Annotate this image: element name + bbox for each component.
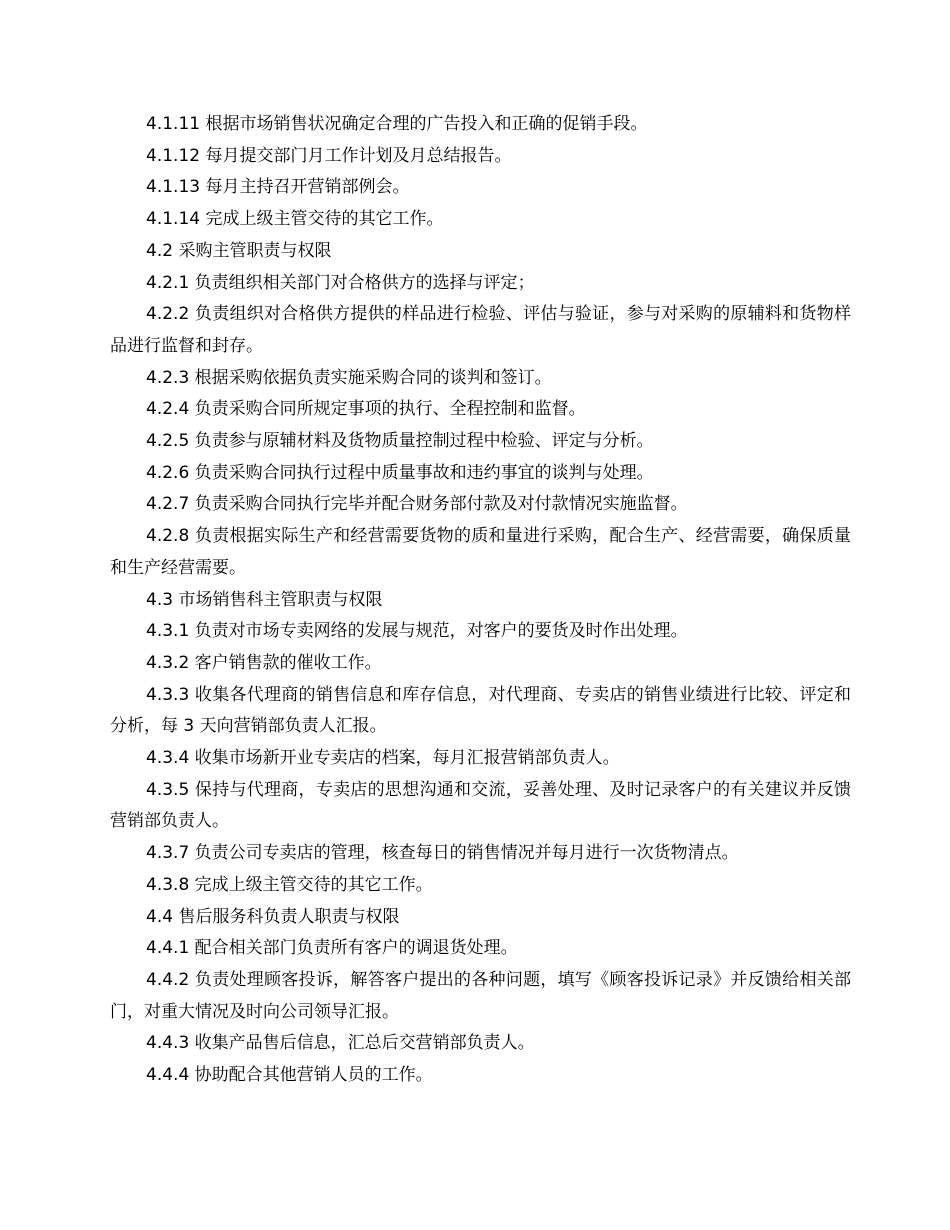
clause-4-1-11: 4.1.11 根据市场销售状况确定合理的广告投入和正确的促销手段。 — [146, 114, 648, 134]
document-body — [110, 109, 851, 1092]
clause-4-1-14: 4.1.14 完成上级主管交待的其它工作。 — [146, 209, 444, 230]
clause-4-3-7: 4.3.7 负责公司专卖店的管理，核查每日的销售情况并每月进行一次货物清点。 — [146, 843, 739, 864]
clause-4-4-1: 4.4.1 配合相关部门负责所有客户的调退货处理。 — [146, 938, 518, 959]
clause-4-2-1: 4.2.1 负责组织相关部门对合格供方的选择与评定； — [146, 272, 535, 293]
clause-4-3-2: 4.3.2 客户销售款的催收工作。 — [146, 652, 382, 673]
clause-4-3-4: 4.3.4 收集市场新开业专卖店的档案，每月汇报营销部负责人。 — [146, 748, 620, 769]
clause-4-3-1: 4.3.1 负责对市场专卖网络的发展与规范，对客户的要货及时作出处理。 — [146, 621, 688, 642]
section-heading-4-4: 4.4 售后服务科负责人职责与权限 — [146, 906, 400, 927]
section-heading-4-2: 4.2 采购主管职责与权限 — [146, 240, 332, 261]
clause-4-2-6: 4.2.6 负责采购合同执行过程中质量事故和违约事宜的谈判与处理。 — [146, 462, 654, 483]
clause-4-3-3: 4.3.3 收集各代理商的销售信息和库存信息，对代理商、专卖店的销售业绩进行比较、评定和分析，每 3 天向营销部负责人汇报。 — [110, 684, 851, 737]
clause-4-4-2: 4.4.2 负责处理顾客投诉，解答客户提出的各种问题，填写《顾客投诉记录》并反馈给相关部门，对重大情况及时向公司领导汇报。 — [110, 969, 851, 1022]
clause-4-4-3: 4.4.3 收集产品售后信息，汇总后交营销部负责人。 — [146, 1033, 535, 1054]
clause-4-2-8: 4.2.8 负责根据实际生产和经营需要货物的质和量进行采购，配合生产、经营需要，确保质量和生产经营需要。 — [110, 526, 851, 578]
clause-4-2-4: 4.2.4 负责采购合同所规定事项的执行、全程控制和监督。 — [146, 399, 586, 420]
clause-4-3-8: 4.3.8 完成上级主管交待的其它工作。 — [146, 874, 433, 895]
clause-4-4-4: 4.4.4 协助配合其他营销人员的工作。 — [146, 1065, 433, 1086]
clause-4-2-7: 4.2.7 负责采购合同执行完毕并配合财务部付款及对付款情况实施监督。 — [146, 494, 688, 515]
section-heading-4-3: 4.3 市场销售科主管职责与权限 — [146, 589, 383, 610]
clause-4-1-12: 4.1.12 每月提交部门月工作计划及月总结报告。 — [146, 145, 512, 166]
clause-4-2-5: 4.2.5 负责参与原辅材料及货物质量控制过程中检验、评定与分析。 — [146, 431, 654, 452]
clause-4-1-13: 4.1.13 每月主持召开营销部例会。 — [146, 177, 410, 198]
clause-4-2-2: 4.2.2 负责组织对合格供方提供的样品进行检验、评估与验证，参与对采购的原辅料和货物样品进行监督和封存。 — [110, 304, 851, 356]
clause-4-2-3: 4.2.3 根据采购依据负责实施采购合同的谈判和签订。 — [146, 367, 552, 388]
clause-4-3-5: 4.3.5 保持与代理商，专卖店的思想沟通和交流，妥善处理、及时记录客户的有关建议并反馈营销部负责人。 — [110, 779, 851, 832]
